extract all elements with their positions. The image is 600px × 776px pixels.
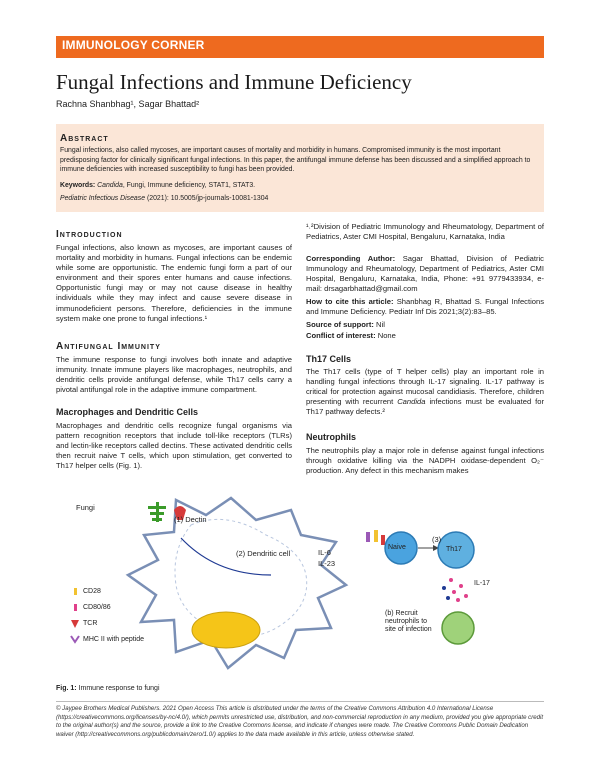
doi-text: (2021): 10.5005/jp-journals-10081-1304 (145, 195, 269, 202)
intro-text: Fungal infections, also known as mycoses, are important causes of mortality and morbidity in humans. Fungal infections can be endemic while some are opportunistic. The endemic fungi form a part of our environment and their spores enter humans and cause infections. Opportunistic fungi may or may not cause disease in healthy individuals while they may infect and cause severe disease in immunodeficient persons. Therefore, deficiencies in the immune system make one prone to fungal infections.¹ (56, 243, 292, 323)
label-step3: (3) (432, 535, 442, 544)
antifungal-heading: Antifungal Immunity (56, 341, 161, 352)
th17-text-a: The Th17 cells (type of T helper cells) play an important role in handling fungal infections through IL-17 signaling. IL-17 pathway is critical for protection against mucosal candidiasis. Therefore, children presenting with recurrent (306, 367, 544, 407)
conflict-label: Conflict of interest: (306, 331, 376, 340)
keywords-line (60, 181, 540, 191)
cite-text: Shanbhag R, Bhattad S. Fungal Infections and Immune Deficiency. Pediatr Inf Dis 2021;3(2):83–85. (306, 297, 544, 317)
source-of-support (306, 320, 544, 330)
figure-caption (56, 685, 160, 692)
legend-cd80-86: CD80/86 (83, 604, 111, 611)
label-il17: IL-17 (474, 580, 490, 587)
support-text: Nil (373, 320, 385, 329)
how-to-cite (306, 297, 544, 317)
license-footer: © Jaypee Brothers Medical Publishers. 2021 Open Access This article is distributed under the terms of the Creative Commons Attribution 4.0 International License (https://creativecommons.org/licenses/by-nc/4.0/), which permits unrestricted use, distribution, and non-commercial reproduction in any medium, provided you give appropriate credit to the original author(s) and the source, provide a link to the Creative Commons license, and indicate if changes were made. The Creative Commons Public Domain Dedication waiver (http://creativecommons.org/publicdomain/zero/1.0/) applies to the data made available in this article, unless otherwise stated. (56, 705, 544, 738)
nucleus (192, 612, 260, 648)
corner-label: IMMUNOLOGY CORNER (62, 38, 205, 52)
legend-tcr: TCR (83, 620, 98, 627)
neutrophils-text: The neutrophils play a major role in defense against fungal infections through oxidative killing via the NADPH oxidase-dependent O₂⁻ production. Any defect in this mechanism makes (306, 446, 544, 476)
label-il23: IL-23 (318, 559, 336, 568)
support-label: Source of support: (306, 320, 374, 329)
fungi-icon (148, 502, 166, 522)
corr-text: Sagar Bhattad, Division of Pediatric Immunology and Rheumatology, Department of Pediatrics, Aster CMI Hospital, Bengaluru, Karnataka, India, Phone: +91 9779433934, e-mail: drsagarbhattad@gmail.com (306, 254, 544, 294)
legend-cd28: CD28 (83, 588, 101, 595)
tcr-icon (71, 620, 79, 628)
th17-text (306, 367, 544, 417)
cd28-icon (74, 588, 77, 595)
affiliations-text: ¹˒²Division of Pediatric Immunology and Rheumatology, Department of Pediatrics, Aster CMI Hospital, Bengaluru, Karnataka, India (306, 222, 544, 242)
corresponding-author (306, 254, 544, 294)
intro-heading: Introduction (56, 229, 123, 240)
neutrophil-cell (442, 612, 474, 644)
immune-response-figure (56, 480, 544, 680)
macrophages-heading: Macrophages and Dendritic Cells (56, 407, 199, 417)
footer-divider (56, 701, 544, 702)
label-fungi: Fungi (76, 503, 95, 512)
recruit-line-2: neutrophils to (385, 618, 428, 625)
article-title: Fungal Infections and Immune Deficiency (56, 70, 412, 94)
th17-heading: Th17 Cells (306, 354, 352, 364)
legend-mhc-ii: MHC II with peptide (83, 636, 145, 643)
corr-label: Corresponding Author: (306, 254, 396, 263)
label-naive: Naive (388, 544, 406, 551)
th17-candida: Candida (397, 397, 426, 407)
cite-label: How to cite this article: (306, 297, 394, 306)
caption-text: Immune response to fungi (76, 685, 160, 692)
antifungal-text: The immune response to fungi involves both innate and adaptive immunity. Innate immune players like macrophages, neutrophils, and dendritic cells provide antifungal defense, while Th17 cells carry a pivotal antifungal role in the adaptive immune compartment. (56, 355, 292, 395)
recruit-line-3: site of infection (385, 626, 432, 633)
recruit-line-1: (b) Recruit (385, 610, 418, 617)
abstract-heading: Abstract (60, 133, 109, 144)
keywords-label: Keywords: (60, 182, 96, 189)
caption-label: Fig. 1: (56, 685, 77, 692)
th17-text-b: infections must be evaluated for Th17 pathway defects.² (306, 397, 545, 417)
macrophages-text: Macrophages and dendritic cells recognize fungal organisms via pattern recognition receptors that include toll-like receptors (TLRs) and lectin-like receptors called dectins. These activated dendritic cells then recruit naive T cells, which upon stimulation, get converted to Th17 helper cells (Fig. 1). (56, 421, 292, 471)
label-th17: Th17 (446, 546, 462, 553)
label-dendritic: (2) Dendritic cell (236, 549, 291, 558)
citation-line (60, 194, 540, 204)
keywords-rest: , Fungi, Immune deficiency, STAT1, STAT3. (122, 182, 256, 189)
keyword-candida: Candida (97, 182, 123, 189)
author-list: Rachna Shanbhag¹, Sagar Bhattad² (56, 99, 200, 109)
conflict-text: None (375, 331, 396, 340)
label-dectin: (1) Dectin (174, 515, 207, 524)
conflict-of-interest (306, 331, 544, 341)
cd80-86-icon (74, 604, 77, 611)
receptor-pair-icons (366, 530, 385, 545)
abstract-text: Fungal infections, also called mycoses, are important causes of mortality and morbidity in humans. Compromised immunity is the most important predisposing factor for clinically significant fungal infections. In this paper, the antifungal immune defense has been discussed and a simplified approach to immune deficiencies with increased susceptibility to fungi has been provided. (60, 147, 531, 174)
journal-name: Pediatric Infectious Disease (60, 195, 146, 202)
mhc-ii-icon (71, 636, 79, 642)
label-recruit (385, 610, 432, 634)
neutrophils-heading: Neutrophils (306, 432, 357, 442)
label-il6: IL-6 (318, 548, 331, 557)
il17-dots (442, 578, 468, 602)
